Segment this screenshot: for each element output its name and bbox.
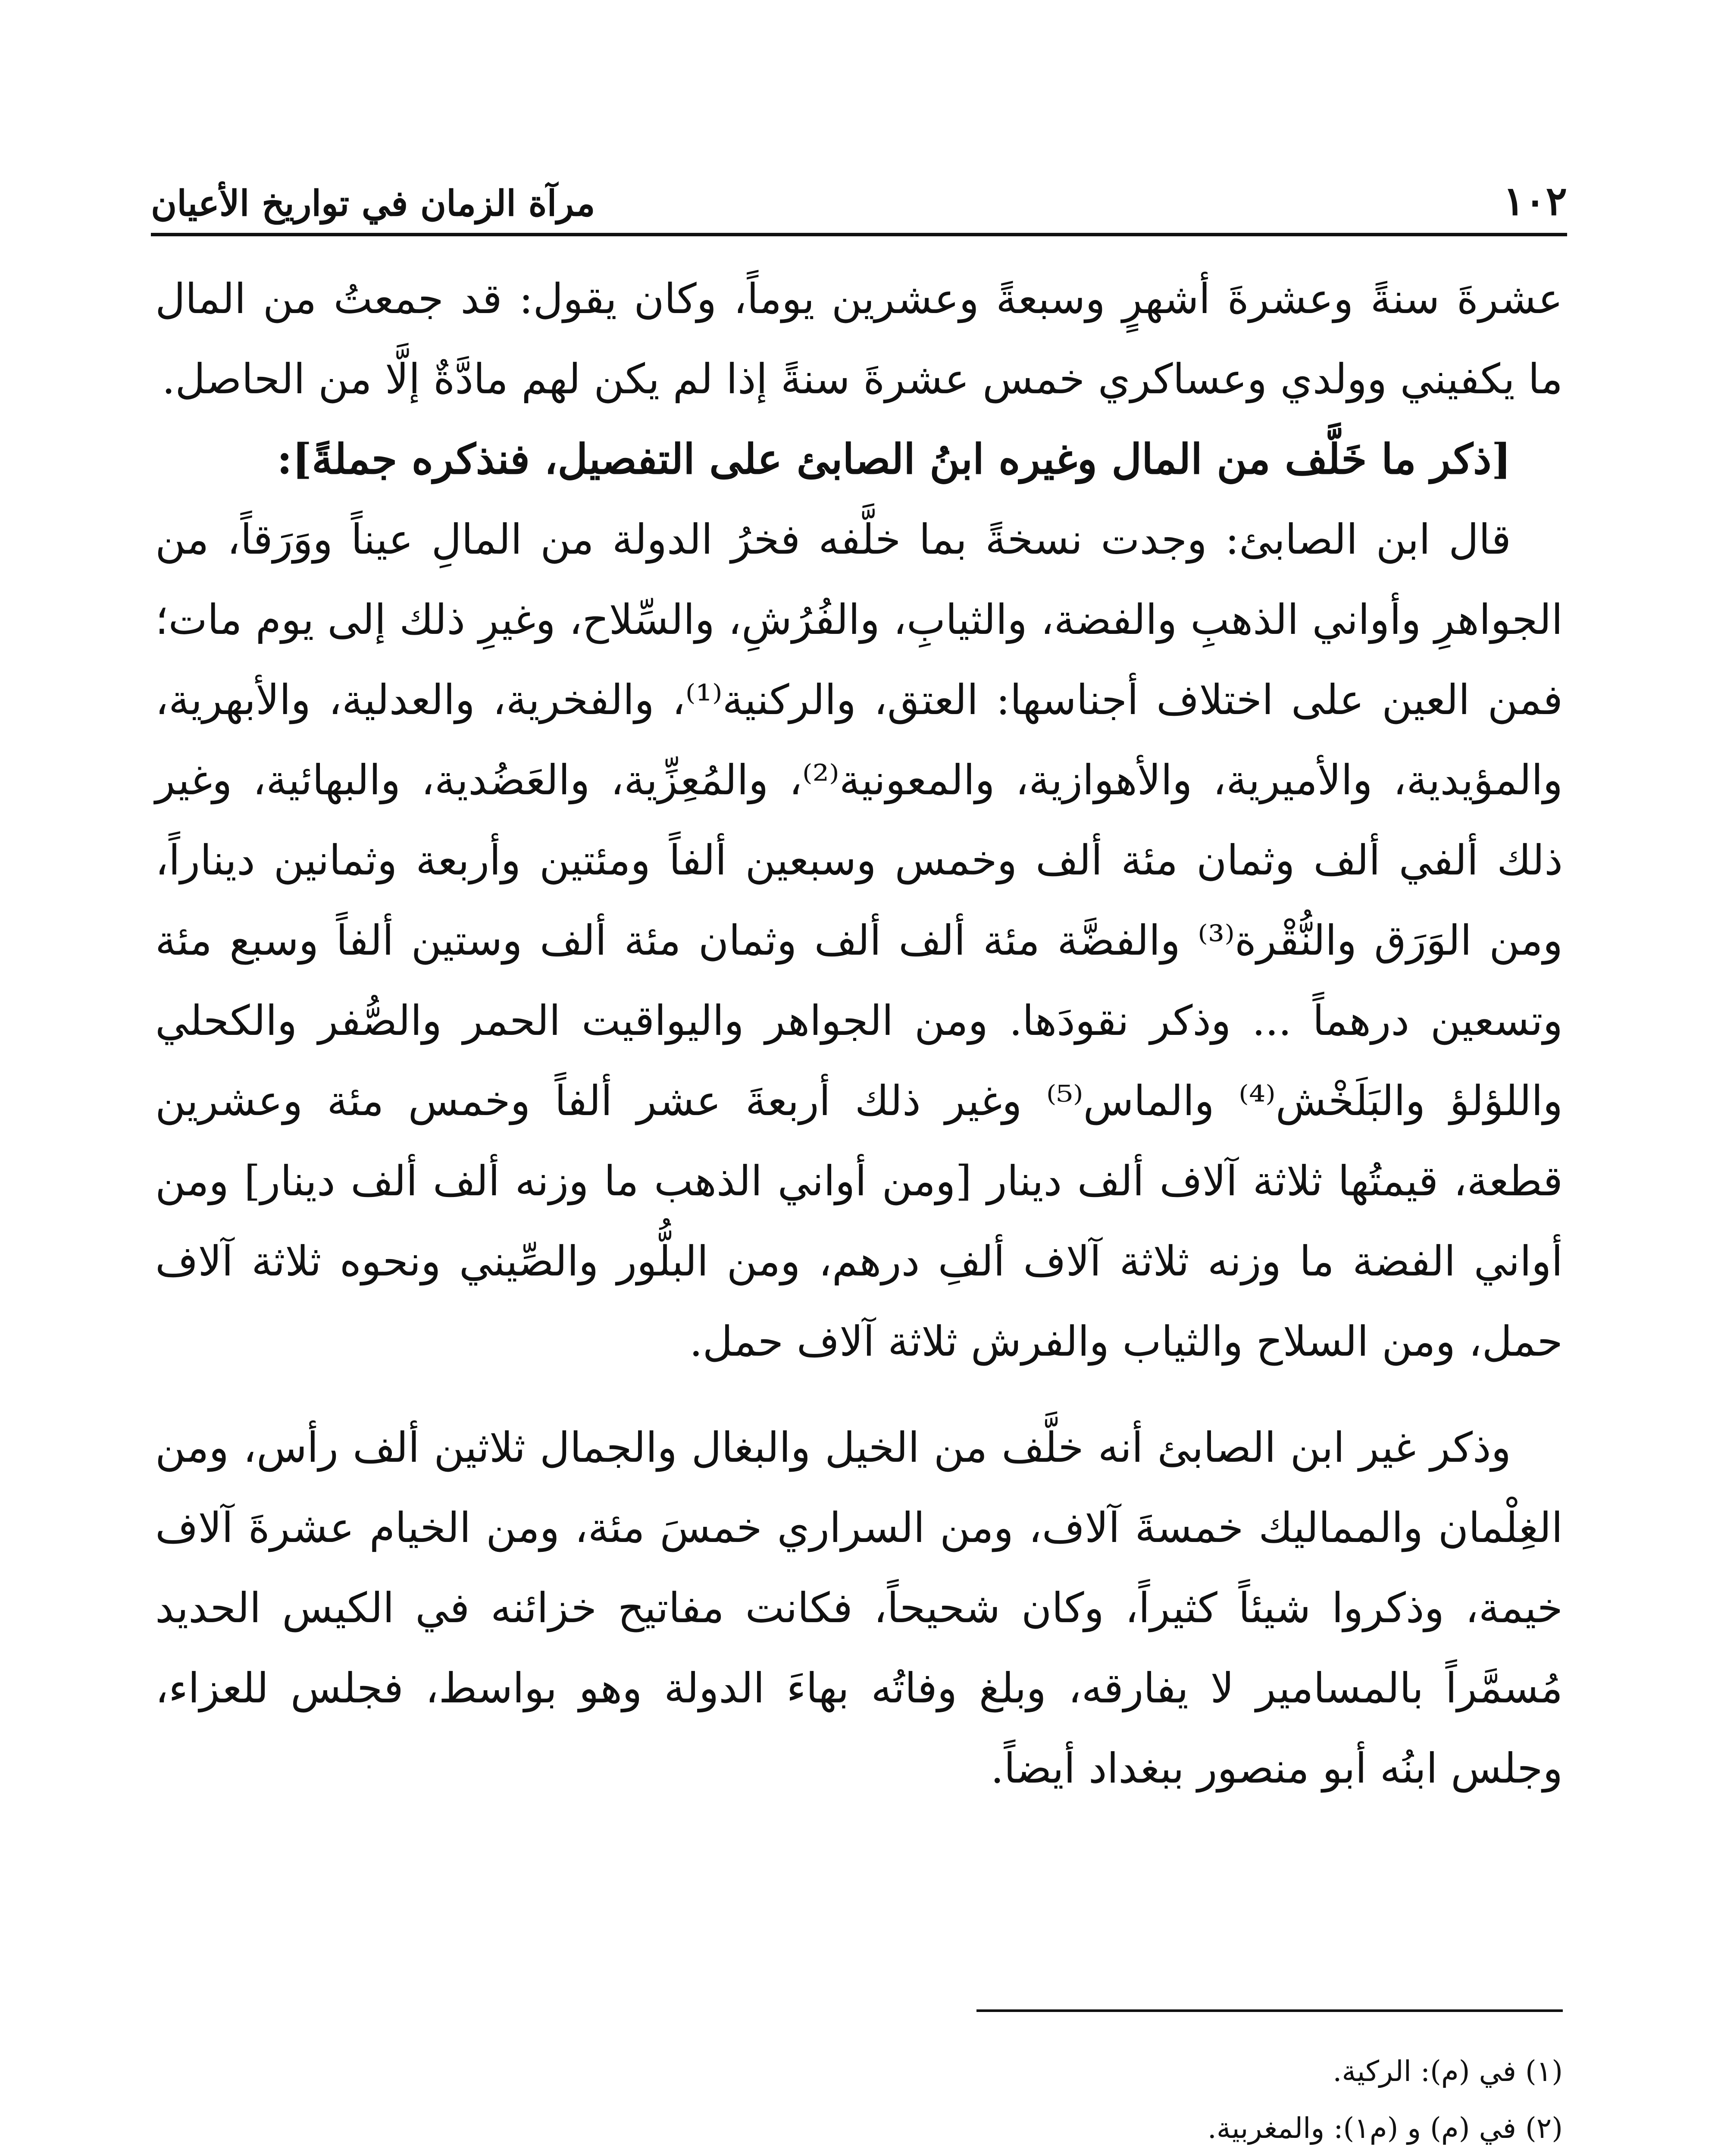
- footnote-2: (٢) في (م) و (م١): والمغربية.: [1207, 2112, 1563, 2145]
- section-heading: [ذكر ما خَلَّف من المال وغيره ابنُ الصابئ على التفصيل، فنذكره جملةً]:: [277, 435, 1511, 483]
- footnote-divider: [976, 2009, 1563, 2012]
- running-title: مرآة الزمان في تواريخ الأعيان: [151, 183, 595, 224]
- page-number: ١٠٢: [1503, 178, 1567, 224]
- page-header: [151, 155, 1567, 236]
- footnotes: [155, 2044, 1563, 2156]
- paragraph-ibn-al-sabi: قال ابن الصابئ: وجدت نسخةً بما خلَّفه فخرُ الدولة من المالِ عيناً ووَرَقاً، من الجواهرِ وأواني الذهبِ والفضة، والثيابِ، والفُرُشِ، والسِّلاح، وغيرِ ذلك إلى يوم مات؛ فمن العين على اختلاف أجناسها: العتق، والركنية⁽¹⁾، والفخرية، والعدلية، والأبهرية، والمؤيدية، والأميرية، والأهوازية، والمعونية⁽²⁾، والمُعِزِّية، والعَضُدية، والبهائية، وغير ذلك ألفي ألف وثمان مئة ألف وخمس وسبعين ألفاً ومئتين وأربعة وثمانين ديناراً، ومن الوَرَق والنُّقْرة⁽³⁾ والفضَّة مئة ألف ألف وثمان مئة ألف وستين ألفاً وسبع مئة وتسعين درهماً ... وذكر نقودَها. ومن الجواهر واليواقيت الحمر والصُّفر والكحلي واللؤلؤ والبَلَخْش⁽⁴⁾ والماس⁽⁵⁾ وغير ذلك أربعةَ عشر ألفاً وخمس مئة وعشرين قطعة، قيمتُها ثلاثة آلاف ألف دينار [ومن أواني الذهب ما وزنه ألف ألف دينار] ومن أواني الفضة ما وزنه ثلاثة آلاف ألفِ درهم، ومن البلُّور والصِّيني ونحوه ثلاثة آلاف حمل، ومن السلاح والثياب والفرش ثلاثة آلاف حمل.: [155, 515, 1563, 1366]
- main-text: [155, 259, 1563, 1808]
- paragraph-continued: عشرةَ سنةً وعشرةَ أشهرٍ وسبعةً وعشرين يوماً، وكان يقول: قد جمعتُ من المال ما يكفيني وولدي وعساكري خمس عشرةَ سنةً إذا لم يكن لهم مادَّةٌ إلَّا من الحاصل.: [155, 275, 1563, 403]
- paragraph-other-accounts: وذكر غير ابن الصابئ أنه خلَّف من الخيل والبغال والجمال ثلاثين ألف رأس، ومن الغِلْمان والمماليك خمسةَ آلاف، ومن السراري خمسَ مئة، ومن الخيام عشرةَ آلاف خيمة، وذكروا شيئاً كثيراً، وكان شحيحاً، فكانت مفاتيح خزائنه في الكيس الحديد مُسمَّراً بالمسامير لا يفارقه، وبلغ وفاتُه بهاءَ الدولة وهو بواسط، فجلس للعزاء، وجلس ابنُه أبو منصور ببغداد أيضاً.: [155, 1423, 1563, 1792]
- footnote-1: (١) في (م): الركية.: [1333, 2055, 1563, 2088]
